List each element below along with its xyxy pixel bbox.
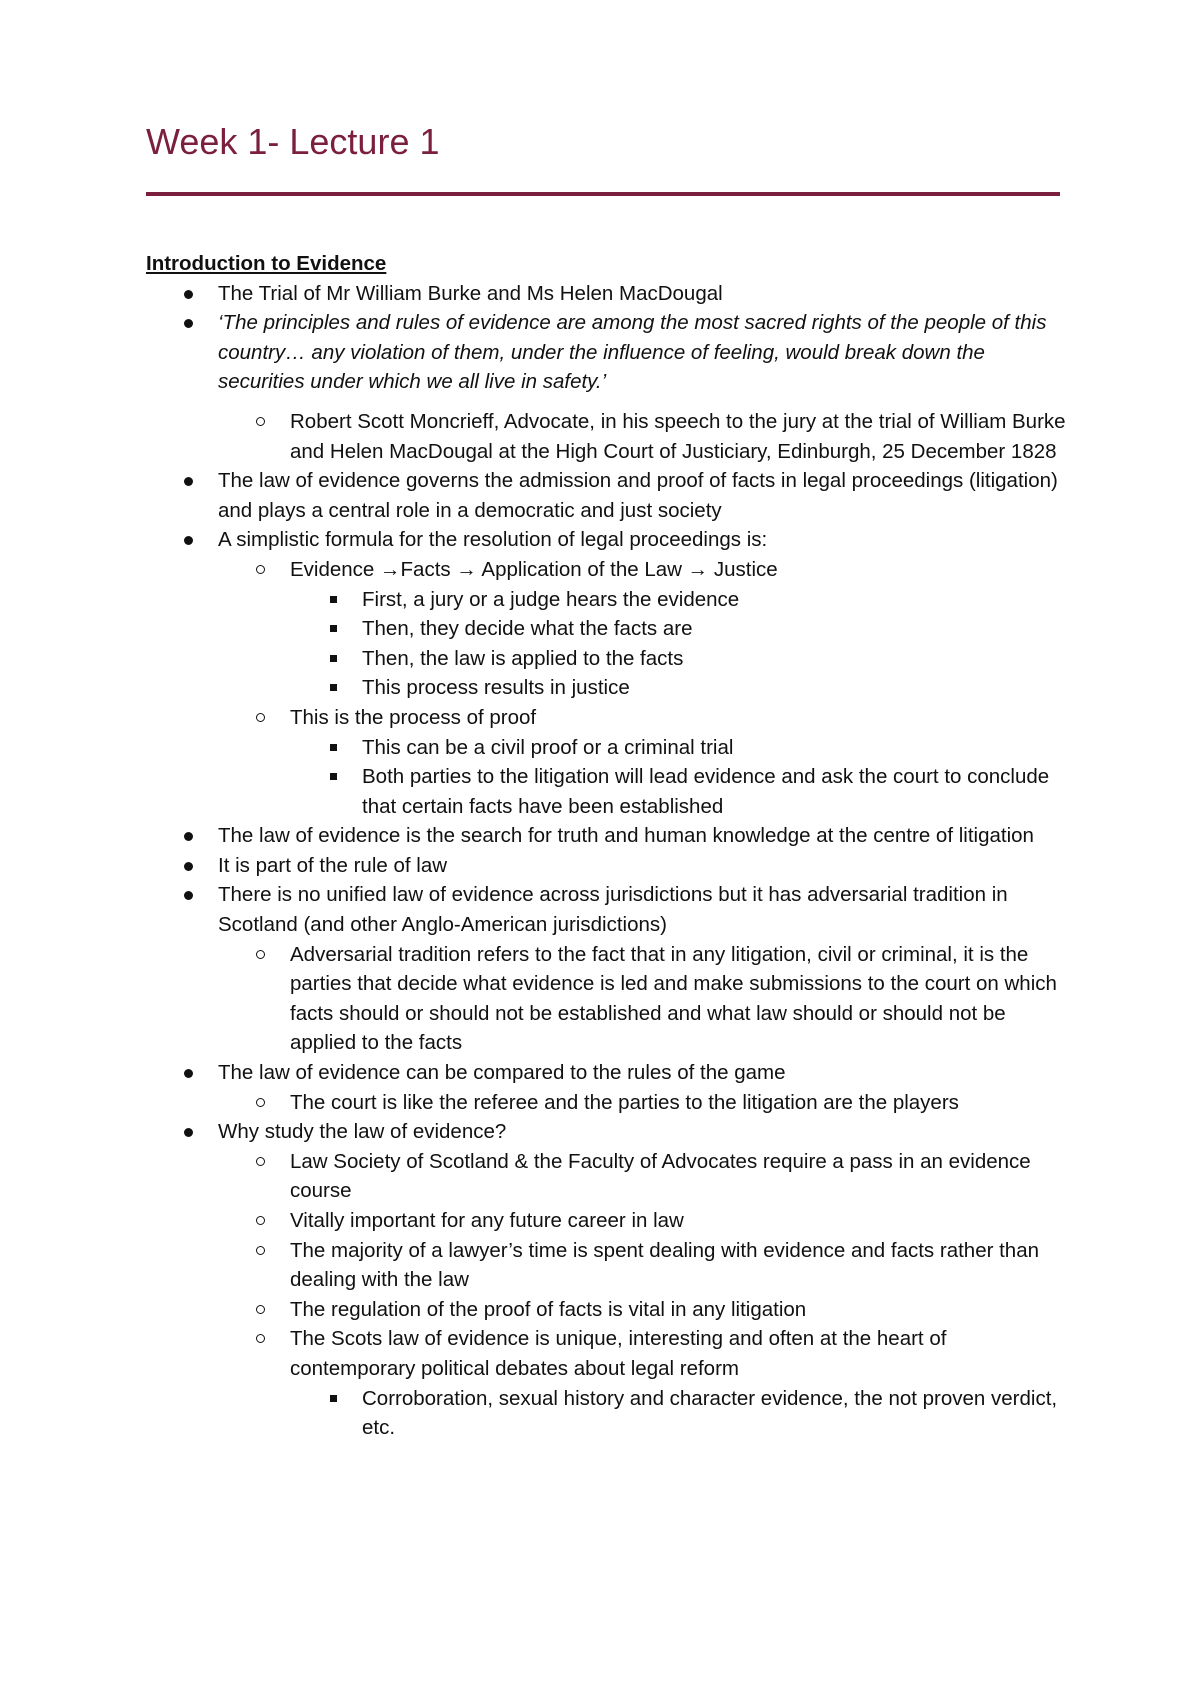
- sub-sub-list-item: [290, 1384, 1066, 1443]
- sub-sub-list-item-text: Corroboration, sexual history and character evidence, the not proven verdict, etc.: [362, 1386, 1058, 1440]
- page-title: Week 1- Lecture 1: [146, 121, 440, 162]
- square-bullet-icon: [330, 773, 337, 780]
- sub-list-item-text: The court is like the referee and the parties to the litigation are the players: [290, 1090, 959, 1114]
- list-item: [146, 525, 1066, 821]
- list-item-text: The law of evidence can be compared to the rules of the game: [218, 1061, 786, 1085]
- sub-sub-list-item-text: Both parties to the litigation will lead evidence and ask the court to conclude that certain facts have been established: [362, 765, 1050, 818]
- list-item: [146, 1058, 1066, 1117]
- hollow-bullet-icon: [256, 713, 265, 722]
- sub-list-item-text: Adversarial tradition refers to the fact that in any litigation, civil or criminal, it is the parties that decide what evidence is led and make submissions to the court on which facts should or should not be established and what law should or should not be applied to the facts: [290, 942, 1057, 1055]
- hollow-bullet-icon: [256, 1246, 265, 1255]
- list-item-text: The Trial of Mr William Burke and Ms Helen MacDougal: [218, 281, 723, 305]
- list-item: [146, 851, 1066, 881]
- hollow-bullet-icon: [256, 950, 265, 959]
- sub-sub-list: [290, 1384, 1066, 1443]
- sub-sub-list-item-text: This process results in justice: [362, 676, 630, 700]
- sub-list-item: [218, 555, 1066, 703]
- square-bullet-icon: [330, 744, 337, 751]
- sub-sub-list-item-text: Then, the law is applied to the facts: [362, 646, 684, 670]
- hollow-bullet-icon: [256, 417, 265, 426]
- hollow-bullet-icon: [256, 565, 265, 574]
- bullet-icon: [184, 862, 193, 871]
- section-heading: Introduction to Evidence: [146, 252, 387, 275]
- bullet-icon: [184, 477, 193, 486]
- sub-list-item: [218, 703, 1066, 821]
- bullet-icon: [184, 319, 193, 328]
- sub-list-item: [218, 1206, 1066, 1236]
- sub-list: [218, 555, 1066, 821]
- hollow-bullet-icon: [256, 1305, 265, 1314]
- sub-list: [218, 407, 1066, 466]
- sub-list-item: [218, 1295, 1066, 1325]
- square-bullet-icon: [330, 625, 337, 632]
- list-item: [146, 466, 1066, 525]
- sub-list-item: [218, 1236, 1066, 1295]
- sub-list-item-text: The Scots law of evidence is unique, interesting and often at the heart of contemporary political debates about legal reform: [290, 1327, 947, 1380]
- bullet-icon: [184, 1069, 193, 1078]
- sub-sub-list-item-text: This can be a civil proof or a criminal trial: [362, 735, 734, 759]
- list-item-text: The law of evidence is the search for truth and human knowledge at the centre of litigation: [218, 824, 1034, 848]
- sub-sub-list-item: [290, 762, 1066, 821]
- sub-sub-list-item: [290, 585, 1066, 615]
- sub-sub-list: [290, 733, 1066, 822]
- bullet-icon: [184, 832, 193, 841]
- sub-sub-list-item-text: Then, they decide what the facts are: [362, 617, 693, 641]
- document-body: [146, 249, 1066, 1443]
- list-item-text: The law of evidence governs the admission and proof of facts in legal proceedings (litigation) and plays a central role in a democratic and just society: [218, 469, 1058, 522]
- hollow-bullet-icon: [256, 1157, 265, 1166]
- list-item-text: Why study the law of evidence?: [218, 1120, 507, 1144]
- hollow-bullet-icon: [256, 1098, 265, 1107]
- sub-list: [218, 1147, 1066, 1443]
- sub-sub-list-item: [290, 673, 1066, 703]
- square-bullet-icon: [330, 684, 337, 691]
- sub-list-item-text: Robert Scott Moncrieff, Advocate, in his speech to the jury at the trial of William Burke and Helen MacDougal at the High Court of Justiciary, Edinburgh, 25 December 1828: [290, 409, 1066, 463]
- list-item-quote: [146, 308, 1066, 466]
- sub-sub-list-item: [290, 614, 1066, 644]
- square-bullet-icon: [330, 655, 337, 662]
- sub-list-item-text: Law Society of Scotland & the Faculty of Advocates require a pass in an evidence course: [290, 1149, 1031, 1203]
- sub-sub-list-item: [290, 644, 1066, 674]
- sub-list-item: [218, 1088, 1066, 1118]
- sub-sub-list-item: [290, 733, 1066, 763]
- bullet-icon: [184, 891, 193, 900]
- list-item: [146, 821, 1066, 851]
- sub-list: [218, 940, 1066, 1058]
- sub-list-item: [218, 1147, 1066, 1206]
- sub-sub-list-item-text: First, a jury or a judge hears the evidence: [362, 587, 740, 611]
- sub-list-item-text: Evidence →Facts → Application of the Law → Justice: [290, 557, 778, 581]
- sub-list-item: [218, 1324, 1066, 1442]
- quote-text: ‘The principles and rules of evidence are among the most sacred rights of the people of this country… any violation of them, under the influence of feeling, would break down the securities under which we all live in safety.’: [218, 311, 1047, 394]
- list-item-text: A simplistic formula for the resolution of legal proceedings is:: [218, 528, 768, 552]
- sub-sub-list: [290, 585, 1066, 703]
- bullet-list: [146, 279, 1066, 1443]
- bullet-icon: [184, 536, 193, 545]
- list-item: [146, 279, 1066, 309]
- sub-list: [218, 1088, 1066, 1118]
- sub-list-item: [218, 407, 1066, 466]
- square-bullet-icon: [330, 1395, 337, 1402]
- sub-list-item-text: This is the process of proof: [290, 705, 537, 729]
- bullet-icon: [184, 290, 193, 299]
- list-item: [146, 1117, 1066, 1443]
- sub-list-item-text: Vitally important for any future career in law: [290, 1209, 684, 1232]
- square-bullet-icon: [330, 596, 337, 603]
- sub-list-item: [218, 940, 1066, 1058]
- list-item: [146, 880, 1066, 1058]
- sub-list-item-text: The majority of a lawyer’s time is spent dealing with evidence and facts rather than dealing with the law: [290, 1238, 1040, 1292]
- hollow-bullet-icon: [256, 1334, 265, 1343]
- bullet-icon: [184, 1128, 193, 1137]
- sub-list-item-text: The regulation of the proof of facts is vital in any litigation: [290, 1297, 807, 1321]
- list-item-text: There is no unified law of evidence across jurisdictions but it has adversarial tradition in Scotland (and other Anglo-American jurisdictions): [218, 883, 1008, 937]
- hollow-bullet-icon: [256, 1216, 265, 1225]
- list-item-text: It is part of the rule of law: [218, 853, 448, 877]
- title-underline-rule: [146, 192, 1060, 196]
